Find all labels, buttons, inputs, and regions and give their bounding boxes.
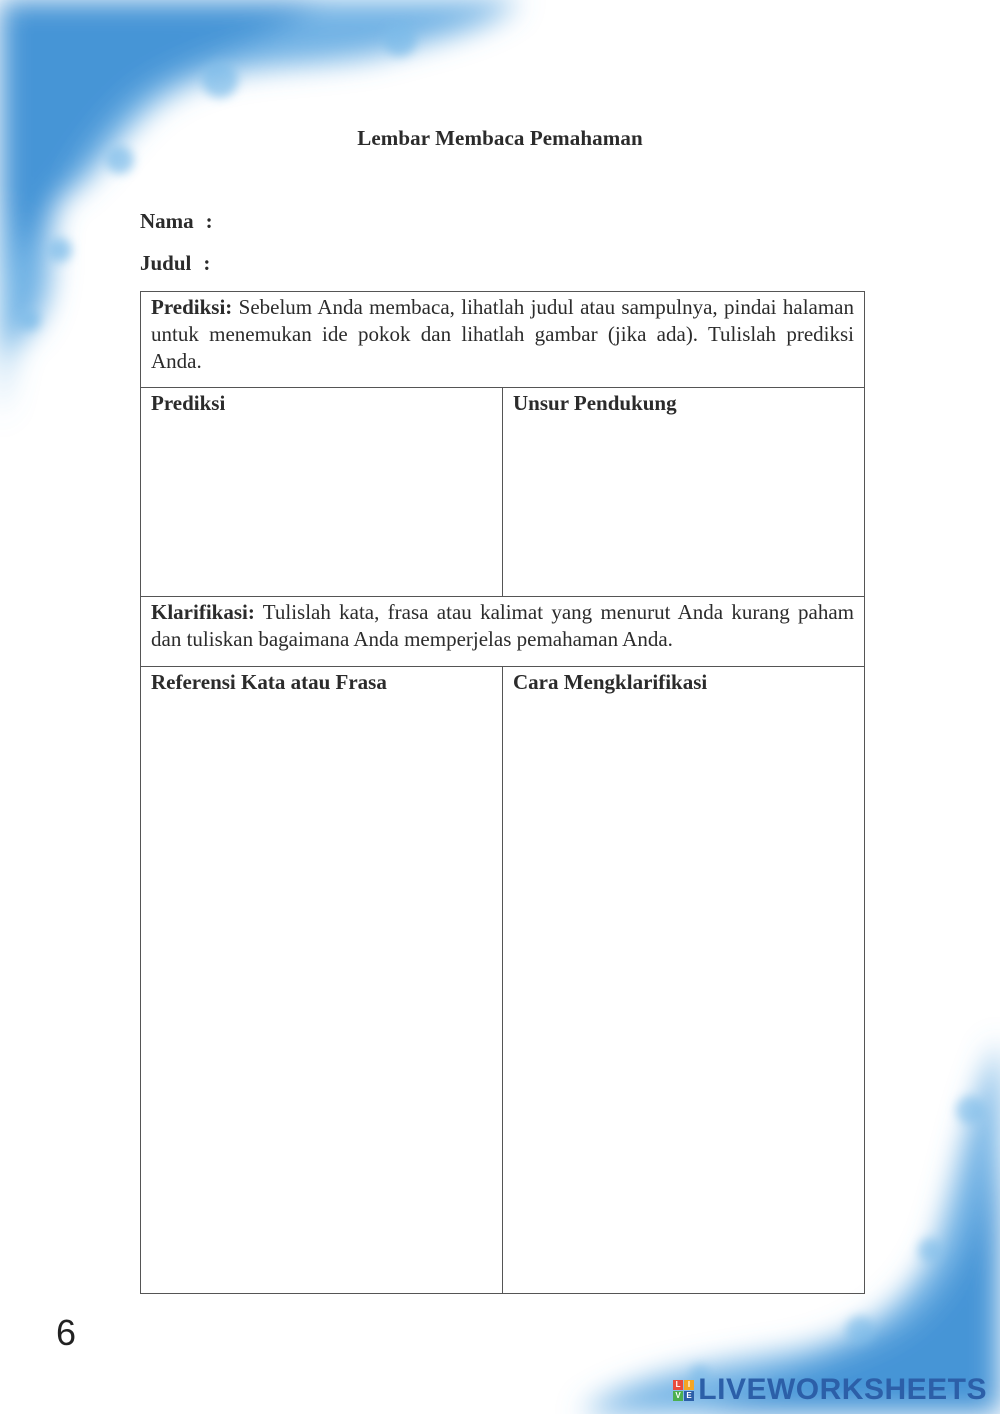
document-title: Lembar Membaca Pemahaman (357, 126, 643, 150)
cara-mengklarifikasi-answer-cell[interactable] (503, 667, 865, 1294)
logo-letter-l: L (673, 1380, 683, 1390)
prediksi-instruction-label: Prediksi: (151, 295, 233, 319)
liveworksheets-logo[interactable] (673, 1373, 987, 1407)
nama-label: Nama (140, 209, 194, 233)
cara-mengklarifikasi-column-header: Cara Mengklarifikasi (513, 670, 708, 694)
logo-letter-e: E (684, 1391, 694, 1401)
prediksi-answer-cell[interactable] (141, 388, 503, 597)
referensi-column-header: Referensi Kata atau Frasa (151, 670, 387, 694)
prediksi-column-header: Prediksi (151, 391, 226, 415)
unsur-pendukung-answer-cell[interactable] (503, 388, 865, 597)
judul-label: Judul (140, 251, 192, 275)
judul-field (140, 251, 210, 276)
referensi-answer-cell[interactable] (141, 667, 503, 1294)
unsur-pendukung-column-header: Unsur Pendukung (513, 391, 677, 415)
worksheet-table (140, 291, 865, 1294)
logo-letter-v: V (673, 1391, 683, 1401)
liveworksheets-brand-text: LIVEWORKSHEETS (698, 1373, 987, 1406)
klarifikasi-instruction-cell (141, 597, 865, 667)
prediksi-instruction-cell (141, 292, 865, 388)
klarifikasi-instruction-label: Klarifikasi: (151, 600, 255, 624)
klarifikasi-instruction-text: Tulislah kata, frasa atau kalimat yang menurut Anda kurang paham dan tuliskan bagaimana Anda memperjelas pemahaman Anda. (151, 600, 854, 651)
liveworksheets-logo-icon (673, 1380, 694, 1401)
judul-colon: : (203, 251, 211, 275)
logo-letter-i: I (684, 1380, 694, 1390)
prediksi-instruction-text: Sebelum Anda membaca, lihatlah judul atau sampulnya, pindai halaman untuk menemukan ide pokok dan lihatlah gambar (jika ada). Tulislah prediksi Anda. (151, 295, 854, 373)
nama-field (140, 209, 213, 234)
page-number: 6 (56, 1312, 77, 1353)
nama-colon: : (205, 209, 213, 233)
